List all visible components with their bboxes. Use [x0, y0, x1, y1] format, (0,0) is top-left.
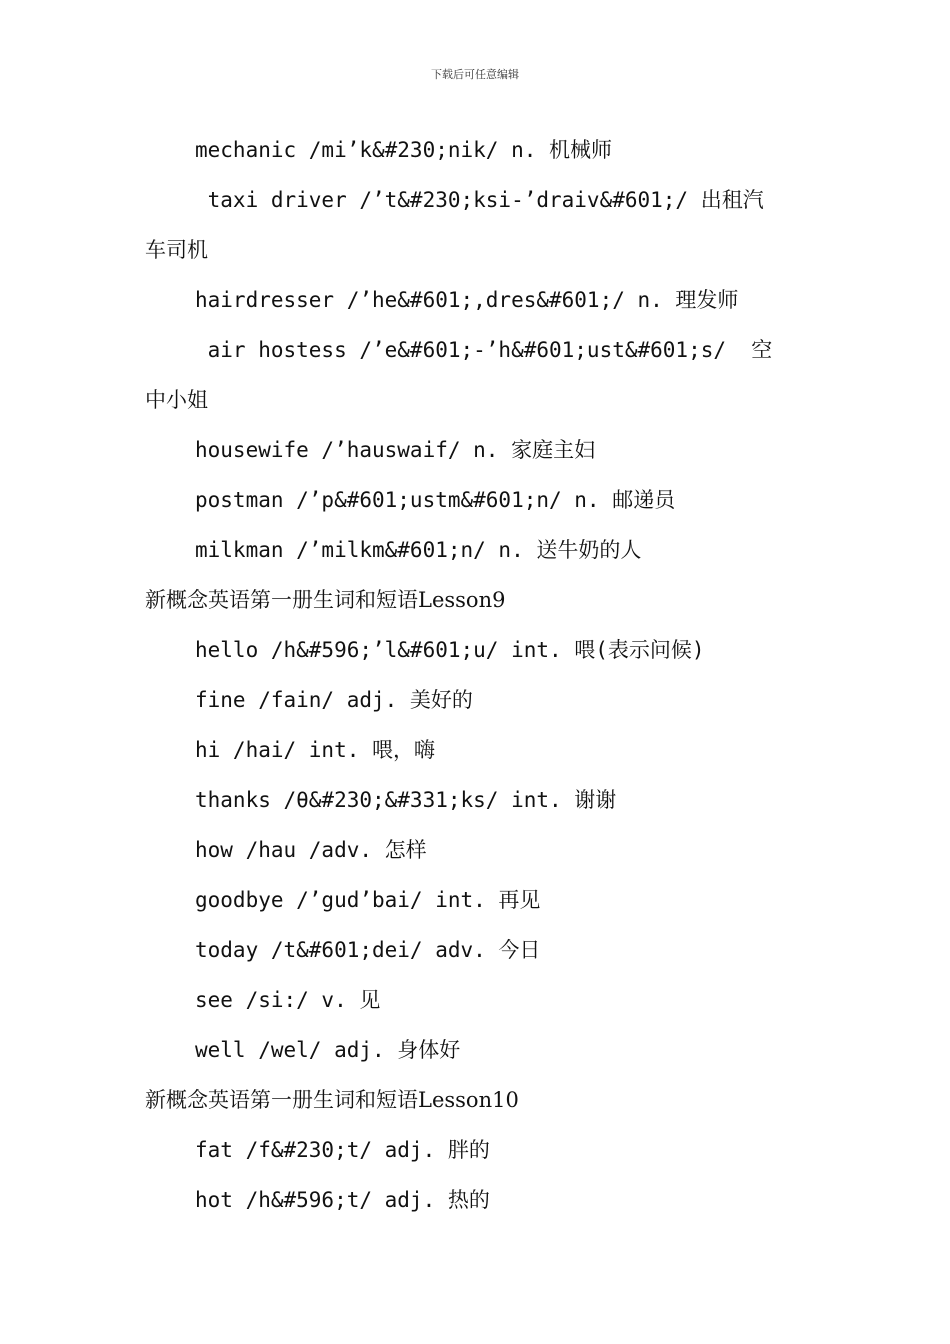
vocabulary-entry: 中小姐	[145, 388, 208, 412]
lesson-heading: 新概念英语第一册生词和短语Lesson10	[145, 1088, 519, 1112]
vocabulary-entry: milkman /’milkm&#601;n/ n. 送牛奶的人	[195, 538, 642, 562]
vocabulary-entry: postman /’p&#601;ustm&#601;n/ n. 邮递员	[195, 488, 676, 512]
vocabulary-entry: mechanic /mi’k&#230;nik/ n. 机械师	[195, 138, 613, 162]
vocabulary-entry: today /t&#601;dei/ adv. 今日	[195, 938, 541, 962]
vocabulary-entry: hello /h&#596;’l&#601;u/ int. 喂(表示问候)	[195, 638, 705, 662]
vocabulary-entry: taxi driver /’t&#230;ksi-’draiv&#601;/ 出租汽	[195, 188, 764, 212]
vocabulary-entry: how /hau /adv. 怎样	[195, 838, 427, 862]
vocabulary-list	[145, 130, 810, 1230]
vocabulary-entry: fine /fain/ adj. 美好的	[195, 688, 473, 712]
vocabulary-entry: thanks /θ&#230;&#331;ks/ int. 谢谢	[195, 788, 617, 812]
vocabulary-entry: fat /f&#230;t/ adj. 胖的	[195, 1138, 490, 1162]
vocabulary-entry: 车司机	[145, 238, 208, 262]
vocabulary-entry: see /si:/ v. 见	[195, 988, 381, 1012]
vocabulary-entry: well /wel/ adj. 身体好	[195, 1038, 461, 1062]
page-header: 下载后可任意编辑	[431, 68, 519, 81]
vocabulary-entry: hairdresser /’he&#601;,dres&#601;/ n. 理发师	[195, 288, 739, 312]
vocabulary-entry: hi /hai/ int. 喂，嗨	[195, 738, 436, 762]
lesson-heading: 新概念英语第一册生词和短语Lesson9	[145, 588, 506, 612]
vocabulary-entry: goodbye /’gud’bai/ int. 再见	[195, 888, 541, 912]
vocabulary-entry: air hostess /’e&#601;-’h&#601;ust&#601;s/ 空	[195, 338, 773, 362]
vocabulary-entry: hot /h&#596;t/ adj. 热的	[195, 1188, 490, 1212]
vocabulary-entry: housewife /’hauswaif/ n. 家庭主妇	[195, 438, 596, 462]
